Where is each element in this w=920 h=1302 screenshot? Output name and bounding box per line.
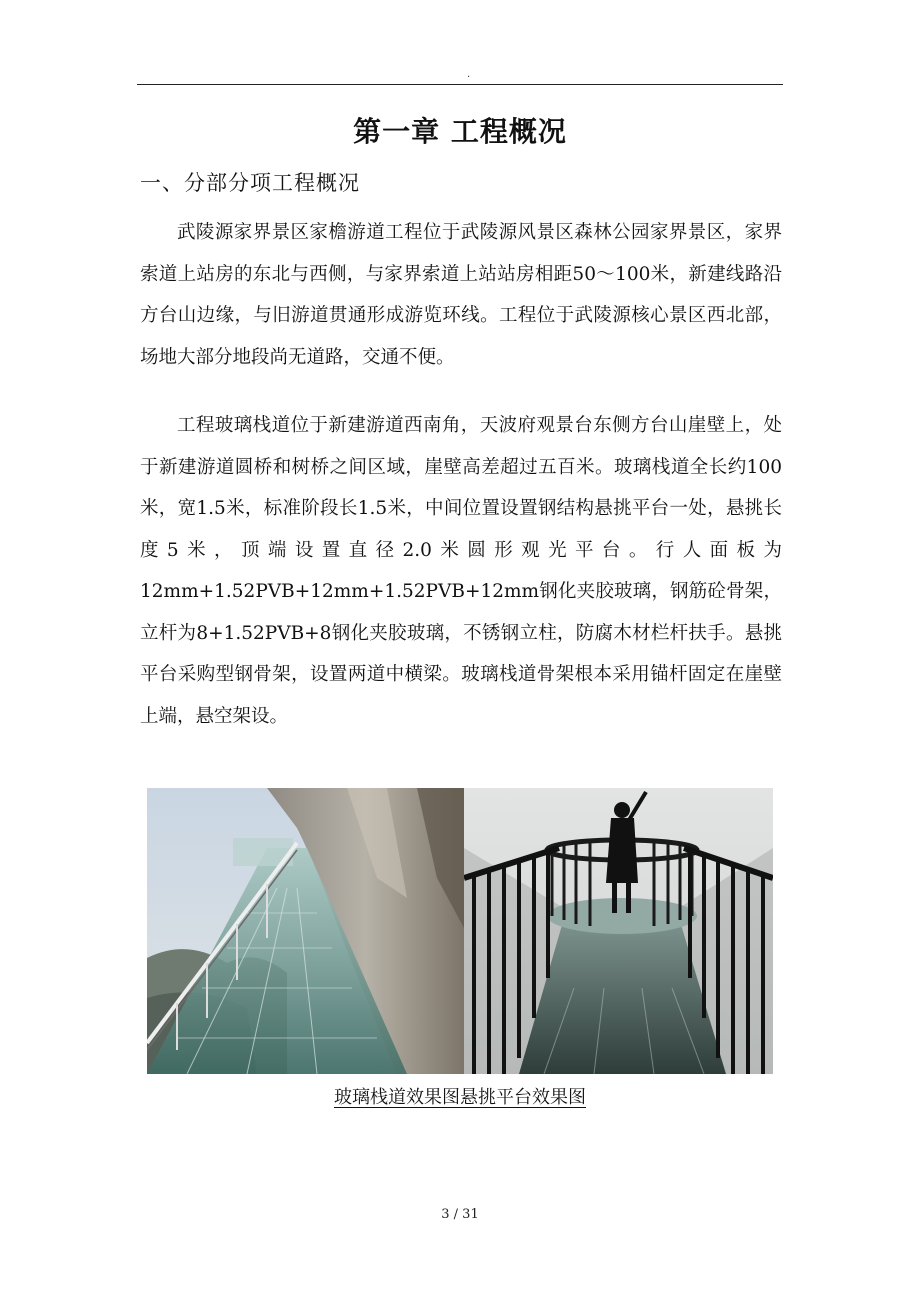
figure-caption — [137, 1084, 783, 1112]
cantilever-platform-photo — [464, 788, 773, 1074]
paragraph-glass-walkway: 工程玻璃栈道位于新建游道西南角，天波府观景台东侧方台山崖壁上，处于新建游道圆桥和树桥之间区域，崖壁高差超过五百米。玻璃栈道全长约100米，宽1.5米，标准阶段长1.5米，中间位置设置钢结构悬挑平台一处，悬挑长度5米，顶端设置直径2.0米圆形观光平台。行人面板为12mm+1.52PVB+12mm+1.52PVB+12mm钢化夹胶玻璃，钢筋砼骨架，立杆为8+1.52PVB+8钢化夹胶玻璃，不锈钢立柱，防腐木材栏杆扶手。悬挑平台采购型钢骨架，设置两道中横梁。玻璃栈道骨架根本采用锚杆固定在崖壁上端，悬空架设。 — [140, 415, 782, 727]
page-number: 3 / 31 — [441, 1207, 479, 1222]
figure-caption-text: 玻璃栈道效果图悬挑平台效果图 — [334, 1087, 586, 1108]
header-rule — [137, 84, 783, 85]
glass-walkway-illustration — [147, 788, 464, 1074]
header-mark: . — [467, 69, 471, 80]
chapter-title: 第一章 工程概况 — [353, 115, 567, 148]
paragraph-project-location: 武陵源家界景区家檐游道工程位于武陵源风景区森林公园家界景区，家界索道上站房的东北与西侧，与家界索道上站站房相距50～100米，新建线路沿方台山边缘，与旧游道贯通形成游览环线。工程位于武陵源核心景区西北部，场地大部分地段尚无道路，交通不便。 — [140, 222, 782, 368]
glass-walkway-photo — [147, 788, 464, 1074]
cantilever-platform-illustration — [464, 788, 773, 1074]
section-heading: 一、分部分项工程概况 — [140, 171, 360, 195]
